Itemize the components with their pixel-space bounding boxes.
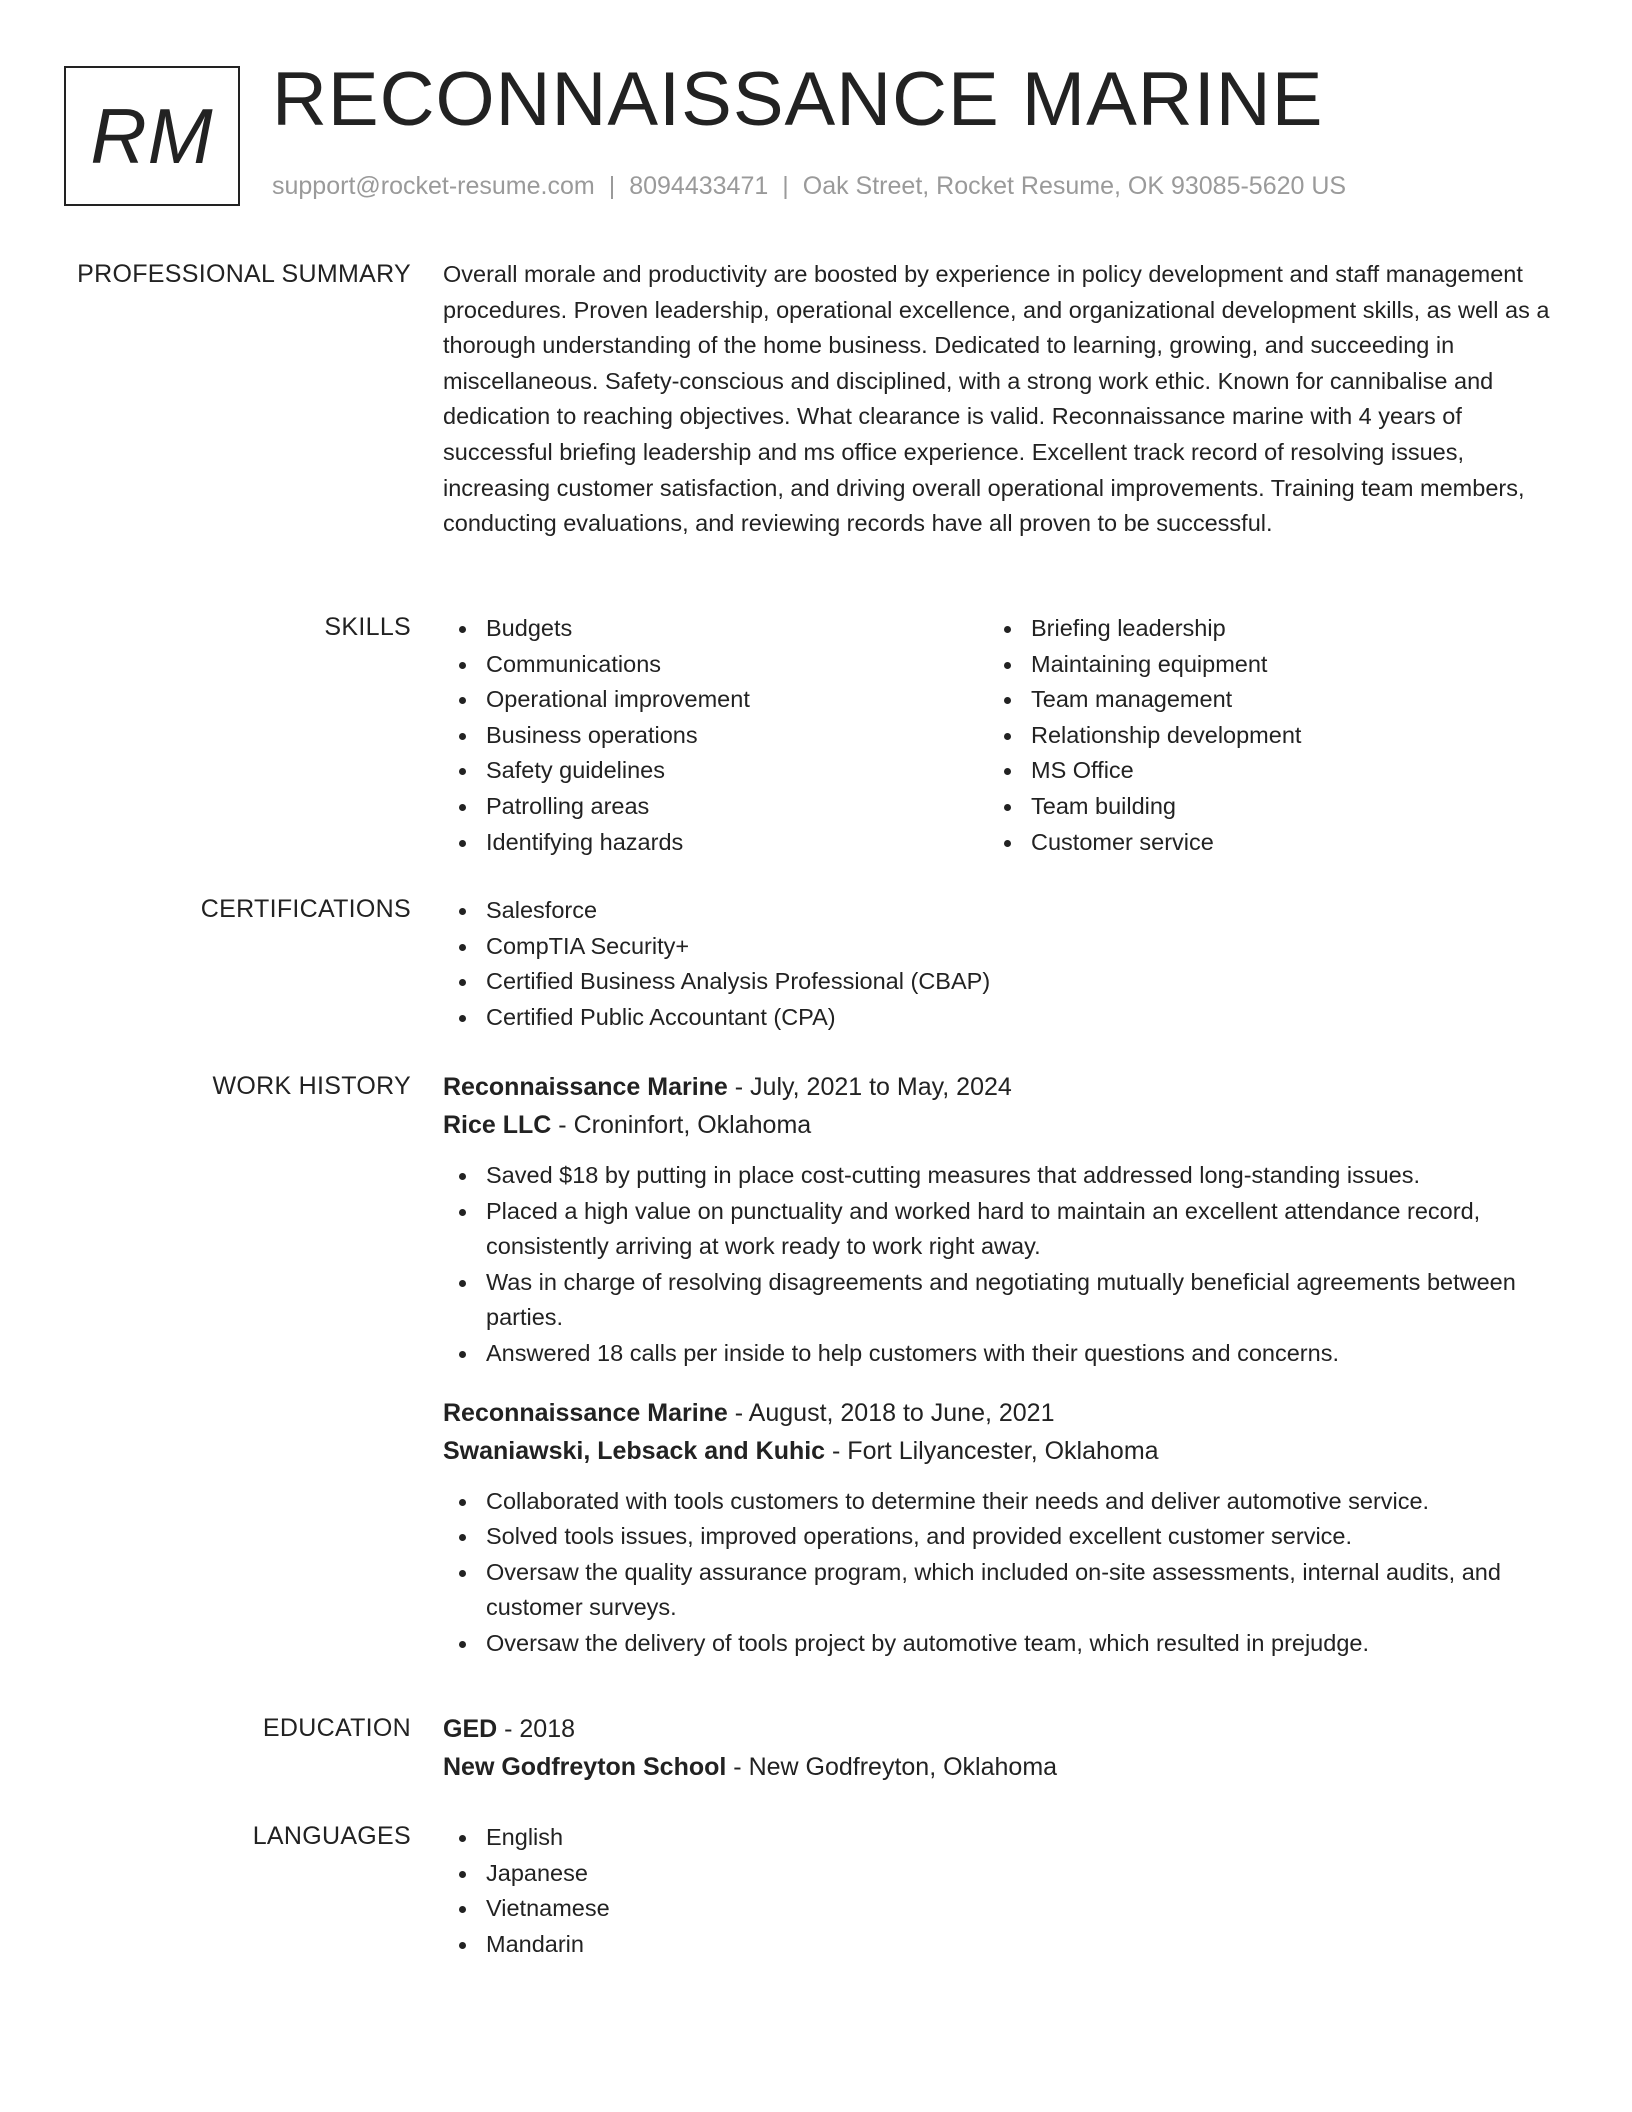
skill-item: Operational improvement xyxy=(443,682,988,718)
job-dates: - July, 2021 to May, 2024 xyxy=(727,1073,1012,1101)
section-label-summary: PROFESSIONAL SUMMARY xyxy=(77,260,411,288)
contact-phone[interactable]: 8094433471 xyxy=(629,172,769,200)
contact-email[interactable]: support@rocket-resume.com xyxy=(272,172,595,200)
education-year: - 2018 xyxy=(497,1715,576,1743)
contact-separator: | xyxy=(608,172,616,200)
skill-item: Team building xyxy=(988,789,1533,825)
education-content xyxy=(443,1710,1553,1786)
job-dates: - August, 2018 to June, 2021 xyxy=(727,1398,1055,1427)
languages-list xyxy=(443,1820,1553,1962)
language-item: Vietnamese xyxy=(443,1891,1553,1927)
job-bullet: Oversaw the quality assurance program, which included on-site assessments, internal audits, and customer surveys. xyxy=(443,1555,1553,1626)
skill-item: Communications xyxy=(443,647,988,683)
education-school-line xyxy=(443,1748,1553,1786)
job-company: Rice LLC xyxy=(443,1111,552,1139)
skill-item: Maintaining equipment xyxy=(988,647,1533,683)
contact-separator: | xyxy=(782,172,789,200)
language-item: Japanese xyxy=(443,1856,1553,1892)
job-bullet: Solved tools issues, improved operations, and provided excellent customer service. xyxy=(443,1519,1553,1555)
section-label-languages: LANGUAGES xyxy=(252,1822,411,1850)
skill-item: Safety guidelines xyxy=(443,753,988,789)
language-item: English xyxy=(443,1820,1553,1856)
certification-item: Certified Public Accountant (CPA) xyxy=(443,1000,1553,1036)
education-location: - New Godfreyton, Oklahoma xyxy=(726,1753,1058,1781)
section-label-work-history: WORK HISTORY xyxy=(212,1072,411,1100)
work-history-content xyxy=(443,1068,1553,1662)
job-bullets xyxy=(443,1158,1553,1372)
section-label-education: EDUCATION xyxy=(262,1714,411,1742)
job-entry xyxy=(443,1068,1553,1372)
job-title-line xyxy=(443,1394,1553,1432)
skill-item: Customer service xyxy=(988,825,1533,861)
education-school: New Godfreyton School xyxy=(443,1753,727,1781)
job-company-line xyxy=(443,1106,1553,1144)
education-degree-line xyxy=(443,1710,1553,1748)
job-title: Reconnaissance Marine xyxy=(443,1073,728,1101)
certification-item: Salesforce xyxy=(443,893,1553,929)
summary-text: Overall morale and productivity are boosted by experience in policy development and staff management procedures. Proven leadership, operational excellence, and organizational development skills, as well as a thorough understanding of the home business. Dedicated to learning, growing, and succeeding in miscellaneous. Safety-conscious and disciplined, with a strong work ethic. Known for cannibalise and dedication to reaching objectives. What clearance is valid. Reconnaissance marine with 4 years of successful briefing leadership and ms office experience. Excellent track record of resolving issues, increasing customer satisfaction, and driving overall operational improvements. Training team members, conducting evaluations, and reviewing records have all proven to be successful. xyxy=(443,261,1550,537)
monogram-initials: RM xyxy=(90,91,214,180)
job-title: Reconnaissance Marine xyxy=(443,1398,728,1427)
job-location: - Fort Lilyancester, Oklahoma xyxy=(825,1436,1159,1465)
certifications-content xyxy=(443,893,1553,1035)
skills-columns xyxy=(443,611,1553,860)
monogram-box xyxy=(64,66,240,206)
language-item: Mandarin xyxy=(443,1927,1553,1963)
job-entry xyxy=(443,1394,1553,1662)
job-location: - Croninfort, Oklahoma xyxy=(551,1111,812,1139)
job-company-line xyxy=(443,1432,1553,1470)
languages-content xyxy=(443,1820,1553,1962)
skill-item: Team management xyxy=(988,682,1533,718)
job-bullet: Oversaw the delivery of tools project by automotive team, which resulted in prejudge. xyxy=(443,1626,1553,1662)
skill-item: Relationship development xyxy=(988,718,1533,754)
skills-list-right xyxy=(988,611,1533,860)
skill-item: MS Office xyxy=(988,753,1533,789)
skill-item: Patrolling areas xyxy=(443,789,988,825)
certifications-list xyxy=(443,893,1553,1035)
contact-address: Oak Street, Rocket Resume, OK 93085-5620 US xyxy=(802,172,1347,200)
job-bullet: Was in charge of resolving disagreements and negotiating mutually beneficial agreements between parties. xyxy=(443,1265,1553,1336)
skill-item: Business operations xyxy=(443,718,988,754)
job-bullet: Answered 18 calls per inside to help customers with their questions and concerns. xyxy=(443,1336,1553,1372)
skill-item: Identifying hazards xyxy=(443,825,988,861)
job-bullet: Placed a high value on punctuality and worked hard to maintain an excellent attendance record, consistently arriving at work ready to work right away. xyxy=(443,1194,1553,1265)
skills-list-left xyxy=(443,611,988,860)
skill-item: Budgets xyxy=(443,611,988,647)
certification-item: CompTIA Security+ xyxy=(443,929,1553,965)
certification-item: Certified Business Analysis Professional (CBAP) xyxy=(443,964,1553,1000)
section-label-certifications: CERTIFICATIONS xyxy=(200,895,411,923)
skill-item: Briefing leadership xyxy=(988,611,1533,647)
job-bullets xyxy=(443,1484,1553,1662)
education-degree: GED xyxy=(443,1715,498,1743)
job-bullet: Saved $18 by putting in place cost-cutting measures that addressed long-standing issues. xyxy=(443,1158,1553,1194)
job-bullet: Collaborated with tools customers to determine their needs and deliver automotive service. xyxy=(443,1484,1553,1520)
contact-line xyxy=(272,172,1346,201)
job-company: Swaniawski, Lebsack and Kuhic xyxy=(443,1436,826,1465)
candidate-name: RECONNAISSANCE MARINE xyxy=(272,57,1324,142)
section-label-skills: SKILLS xyxy=(324,613,411,641)
job-title-line xyxy=(443,1068,1553,1106)
